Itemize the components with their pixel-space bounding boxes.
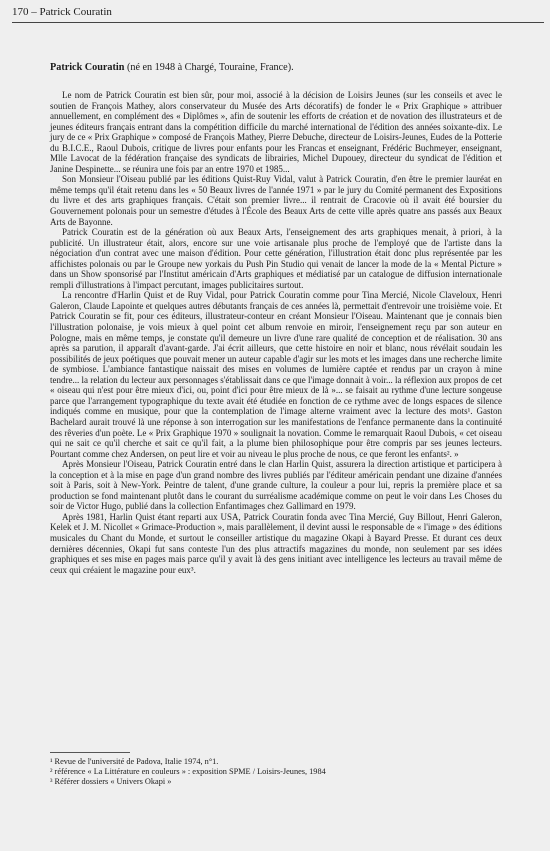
paragraph: Patrick Couratin est de la génération où aux Beaux Arts, l'enseignement des arts graphiques menait, à priori, à la publicité. Un illustrateur était, alors, encore sur une voie artisanale plus proche de l'employé que de l'artiste dans la négociation d'un contrat avec une maison d'édition. Pour cette génération, l'illustration était donc plus représentée par les affichistes polonais ou par le Groupe new yorkais du Push Pin Studio qui venait de lancer la mode de la « Mental Picture » dans un Show sponsorisé par l'Institut américain d'Arts graphiques et médiatisé par un catalogue de diffusion internationale rempli d'illustrations à l'impact percutant, images publicitaires surtout. [50, 227, 502, 290]
paragraph: Le nom de Patrick Couratin est bien sûr, pour moi, associé à la décision de Loisirs Jeunes (sur les conseils et avec le soutien de François Mathey, alors conservateur du Musée des Arts décoratifs) de fonder le « Prix Graphique » attribuer annuellement, en complément des « Diplômes », afin de soutenir les efforts de création et de novation des illustrateurs et de jeunes éditeurs français entrant dans la compétition difficile du marché international de l'édition des années soixante-dix. Le jury de ce « Prix Graphique » composé de François Mathey, Pierre Debuche, directeur de Loisirs-Jeunes, Eudes de la Potterie du B.I.C.E., Raoul Dubois, critique de livres pour enfants pour les Francas et enseignant, Frédéric Buchmeyer, enseignant, Mlle Lavocat de la fédération française des syndicats de librairies, Michel Dupouey, directeur du syndicat de l'édition et Janine Despinette... se réunira une fois par an entre 1970 et 1985... [50, 90, 502, 174]
article-body [50, 62, 502, 575]
title-name: Patrick Couratin [50, 62, 125, 73]
footnotes [50, 757, 502, 788]
footnote: ¹ Revue de l'université de Padova, Italie 1974, n°1. [50, 757, 219, 766]
footnote: ² référence « La Littérature en couleurs » : exposition SPME / Loisirs-Jeunes, 1984 [50, 767, 326, 777]
article-title [50, 62, 502, 74]
header-rule [12, 22, 544, 23]
paragraph: Son Monsieur l'Oiseau publié par les éditions Quist-Ruy Vidal, valut à Patrick Couratin, d'en être le premier lauréat en même temps qu'il était retenu dans les « 50 Beaux livres de l'année 1971 » par le jury du Comité permanent des Expositions du livre et des arts graphiques français. C'était son premier livre... il rentrait de Cracovie où il avait été boursier du Gouvernement polonais pour un semestre d'études à l'École des Beaux Arts de cette ville après quatre ans passés aux Beaux Arts de Bayonne. [50, 174, 502, 227]
title-details: (né en 1948 à Chargé, Touraine, France). [124, 62, 294, 73]
running-head: 170 – Patrick Couratin [12, 6, 112, 18]
paragraph: La rencontre d'Harlin Quist et de Ruy Vidal, pour Patrick Couratin comme pour Tina Mercié, Nicole Claveloux, Henri Galeron, Claude Lapointe et quelques autres débutants français de ces années là, permettait d'entrevoir une troisième voie. Et Patrick Couratin se fit, pour ces éditeurs, illustrateur-conteur en créant Monsieur l'Oiseau. Maintenant que je connais bien l'illustration polonaise, je vois mieux à quel point cet album renvoie en miroir, l'enseignement reçu par son auteur en Pologne, mais en même temps, je constate qu'il demeure un livre d'une rare qualité de conception et de réalisation. 30 ans après sa parution, il apparaît d'avant-garde. J'ai écrit ailleurs, que cette histoire en noir et blanc, nous révélait soudain les possibilités de jeux poétiques que pouvait mener un auteur capable d'agir sur les mots et les images dans une recherche limite de symbiose. L'ambiance fantastique naissait des mises en volumes de lumière captée et rendus par un crayon à mine tendre... la relation du lecteur aux personnages s'établissait dans ce que l'image donnait à voir... la réflexion aux propos de cet « oiseau qui n'est pour être mieux d'ici, ou, point d'ici pour être mieux de là »... se faisait au rythme d'une lecture songeuse parce que l'arrangement typographique du texte avait été étudiée en fonction de ce rythme avec de longs espaces de silence indiqués comme en musique, pour que la contemplation de l'image alterne vraiment avec la lecture des mots¹. Gaston Bachelard aurait trouvé là une réponse à son interrogation sur les manifestations de l'enfance permanente dans la continuité des rêveries d'un poète. Le « Prix Graphique 1970 » soulignait la novation. Comme le remarquait Raoul Dubois, « cet oiseau qui ne sait ce qu'il cherche et sait ce qu'il fait, a la plume bien philosophique pour être compris par ses jeunes lecteurs. Pourtant comme chez Andersen, on peut lire et voir au niveau le plus proche de nous, ce que feront les enfants². » [50, 290, 502, 459]
footnote: ³ Référer dossiers « Univers Okapi » [50, 777, 172, 787]
footnote-rule [50, 752, 130, 753]
paragraph: Après 1981, Harlin Quist étant reparti aux USA, Patrick Couratin fonda avec Tina Mercié, Guy Billout, Henri Galeron, Kelek et J. M. Nicollet « Grimace-Production », mais parallèlement, il devint aussi le responsable de « l'image » des éditions musicales du Chant du Monde, et surtout le conseiller artistique du magazine Okapi à Bayard Presse. Et durant ces deux dernières décennies, Okapi fut sans conteste l'un des plus attractifs magazines du monde, non seulement par ses idées graphiques et ses mise en pages mais parce qu'il y avait là des gens initiant avec intelligence les lecteurs au travail même de ceux qui créaient le magazine pour eux³. [50, 511, 502, 575]
paragraph: Après Monsieur l'Oiseau, Patrick Couratin entré dans le clan Harlin Quist, assurera la direction artistique et participera à la conception et à la mise en page d'un grand nombre des livres publiés par l'éditeur américain pendant une dizaine d'années soit à Paris, soit à New-York. Peintre de talent, d'une grande culture, la couleur a pour lui, repris la première place et sa production se fond maintenant plutôt dans le courant du surréalisme académique comme on peut le voir dans Les Choses du soir de Victor Hugo, publié dans la collection Enfantimages chez Gallimard en 1979. [50, 459, 502, 512]
